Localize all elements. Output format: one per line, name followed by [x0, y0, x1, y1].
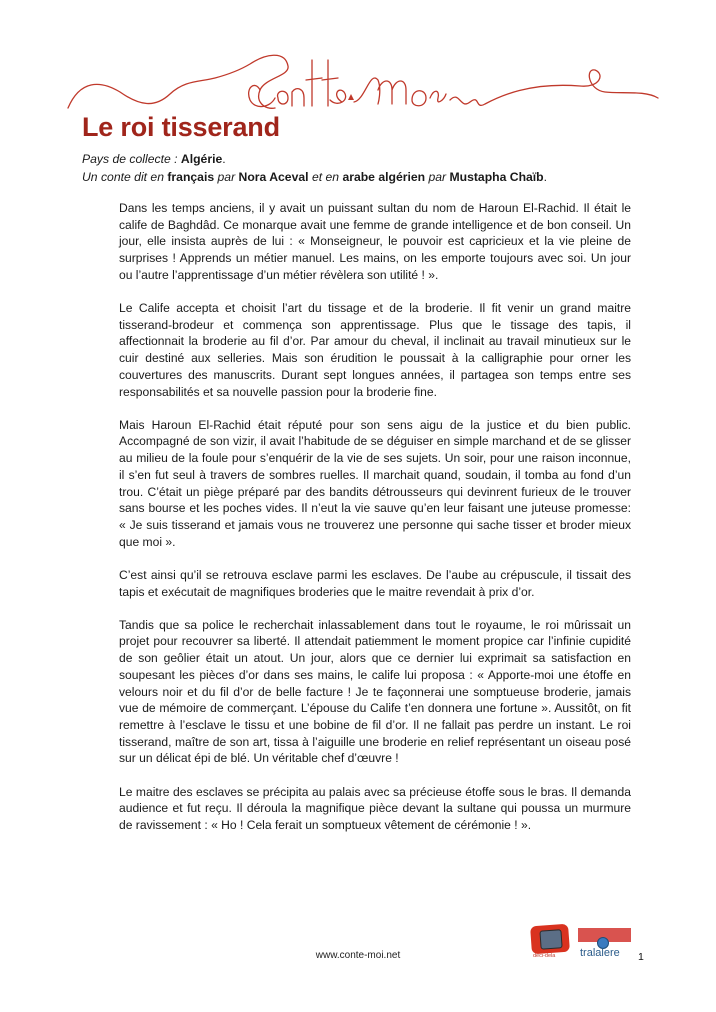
collection-country: Algérie — [180, 152, 223, 166]
collection-country-line — [82, 150, 547, 168]
language-2: arabe algérien — [342, 170, 426, 184]
conte-moi-logo — [60, 20, 660, 115]
story-title: Le roi tisserand — [82, 112, 280, 142]
tellers-prefix: Un conte dit en — [82, 170, 164, 184]
story-body — [119, 200, 631, 850]
tellers-line — [82, 168, 547, 186]
paragraph-1: Dans les temps anciens, il y avait un puissant sultan du nom de Haroun El-Rachid. Il était le calife de Baghdâd. Ce monarque avait une femme de grande intelligence et de bon conseil. Un jour, elle insista auprès de lui : « Monseigneur, le pouvoir est capricieux et la vie pleine de surprises ! Apprends un métier manuel. Les mains, on les emporte toujours avec soi. Un jour ou l’autre l’apprentissage d’un métier révèlera son utilité ! ». — [119, 201, 631, 282]
by-label-2: par — [428, 170, 447, 184]
by-label-1: par — [217, 170, 236, 184]
page-number: 1 — [638, 951, 644, 963]
paragraph-2: Le Calife accepta et choisit l’art du tissage et de la broderie. Il fit venir un grand maitre tisserand-brodeur et commença son apprentissage. Plus que le tissage des tapis, il affectionnait la broderie au fil d’or. Par amour du cheval, il inclinait au travail minutieux sur le cuir destiné aux selleries. Mais son érudition le poussait à la calligraphie pour orner les couvertures des manuscrits. Durant sept longues années, il partagea son temps entre ses responsabilités et sa nouvelle passion pour la broderie fine. — [119, 301, 631, 399]
language-1: français — [167, 170, 215, 184]
deci-dela-logo — [530, 924, 570, 955]
paragraph-3: Mais Haroun El-Rachid était réputé pour son sens aigu de la justice et du bien public. Accompagné de son vizir, il avait l’habitude de se déguiser en simple marchand et de se glisser au milieu de la foule pour s’enquérir de la vie de ses sujets. Un soir, pour une raison inconnue, il s’en fut seul à travers de sombres ruelles. Il marchait quand, soudain, il tomba au fond d’un trou. C’était un piège préparé par des bandits détrousseurs qui devinrent furieux de le trouver sans bourse et les poches vides. Il n’eut la vie sauve qu’en leur faisant une juteuse promesse: « Je suis tisserand et jamais vous ne trouverez une personne qui sache tisser et broder mieux que moi ». — [119, 417, 631, 549]
teller-2: Mustapha Chaïb — [449, 170, 544, 184]
paragraph-5: Tandis que sa police le recherchait inlassablement dans tout le royaume, le roi mûrissait un projet pour recouvrer sa liberté. Il attendait patiemment le moment propice car l’infinie cupidité de son geôlier était un atout. Un jour, alors que ce dernier lui exprimait sa satisfaction en soupesant les pièces d’or dans ses mains, le calife lui proposa : « Apporte-moi une étoffe en velours noir et du fil d’or de belle facture ! Je te façonnerai une somptueuse broderie, jamais vue de mémoire de commerçant. L’épouse du Calife t’en donnera une fortune ». Aussitôt, on fit remettre à l’esclave le tissu et une bobine de fil d’or. Il ne fallait pas perdre un instant. Le roi tisserand, maître de son art, tissa à l’aiguille une broderie en relief représentant un oiseau posé sur un délicat épi de blé. Un véritable chef d’œuvre ! — [119, 617, 631, 766]
teller-1: Nora Aceval — [238, 170, 309, 184]
camera-icon — [539, 929, 562, 949]
collection-label: Pays de collecte : — [82, 152, 178, 166]
punctuation: . — [543, 170, 548, 184]
punctuation: . — [222, 152, 226, 166]
tralalere-label: tralalere — [580, 947, 620, 959]
and-in-label: et en — [311, 170, 340, 184]
deci-dela-label: deci-dela — [533, 953, 556, 959]
paragraph-4: C’est ainsi qu’il se retrouva esclave parmi les esclaves. De l’aube au crépuscule, il tissait des tapis et exécutait de magnifiques broderies que le maitre revendait à prix d’or. — [119, 567, 631, 599]
paragraph-6: Le maitre des esclaves se précipita au palais avec sa précieuse étoffe sous le bras. Il demanda audience et fut reçu. Il déroula la magnifique pièce devant la sultane qui poussa un murmure de ravissement : « Ho ! Cela ferait un somptueux vêtement de cérémonie ! ». — [119, 784, 631, 832]
story-metadata — [82, 150, 547, 186]
footer-website-link[interactable]: www.conte-moi.net — [315, 950, 401, 961]
